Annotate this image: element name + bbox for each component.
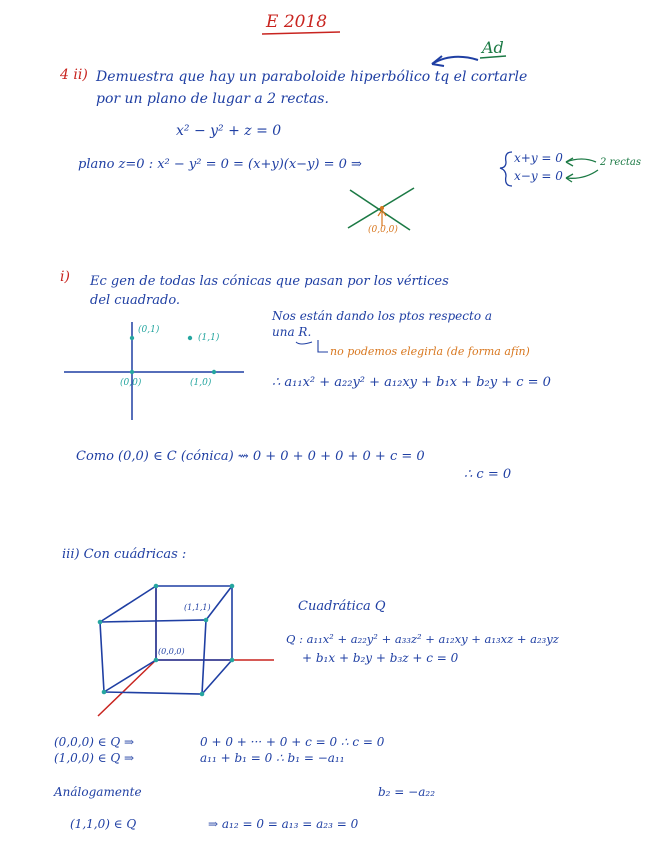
intersection-point-label: (0,0,0) <box>368 225 398 235</box>
cube-label-top: (1,1,1) <box>184 603 211 612</box>
part-i-statement-line1: Ec gen de todas las cónicas que pasan por los vértices <box>90 274 449 289</box>
cube-label-origin: (0,0,0) <box>158 647 185 656</box>
part-i-statement-line2: del cuadrado. <box>90 293 181 308</box>
quadric-equation-line2: + b₁x + b₂y + b₃z + c = 0 <box>302 651 459 665</box>
point-0-0 <box>130 370 134 374</box>
part-i-label: i) <box>60 269 70 285</box>
quadric-equation-line1: Q : a₁₁x² + a₂₂y² + a₃₃z² + a₁₂xy + a₁₃xz + a₂₃yz <box>286 632 559 646</box>
step1-lhs: (0,0,0) ∈ Q ⇒ <box>54 735 135 749</box>
conic-general-equation: ∴ a₁₁x² + a₂₂y² + a₁₂xy + b₁x + b₂y + c = 0 <box>272 375 551 390</box>
cube-sketch <box>98 584 274 716</box>
point-1-0 <box>212 370 216 374</box>
affine-note: no podemos elegirla (de forma afín) <box>330 345 530 358</box>
coordinates-note-line2: una R. <box>272 325 312 339</box>
point-label-1-1: (1,1) <box>198 333 220 343</box>
como-line: Como (0,0) ∈ C (cónica) ⇝ 0 + 0 + 0 + 0 + 0 + c = 0 <box>76 449 425 464</box>
point-0-1 <box>130 336 134 340</box>
point-label-1-0: (1,0) <box>190 378 212 388</box>
point-label-0-0: (0,0) <box>120 378 142 388</box>
step3-mid: ⇒ a₁₂ = 0 = a₁₃ = a₂₃ = 0 <box>208 817 359 831</box>
step2-mid: a₁₁ + b₁ = 0 ∴ b₁ = −a₁₁ <box>200 751 345 765</box>
problem-statement-line2: por un plano de lugar a 2 rectas. <box>96 91 329 107</box>
analogously-label: Análogamente <box>54 785 142 799</box>
analog-result: b₂ = −a₂₂ <box>378 785 436 799</box>
system-equation-2: x−y = 0 <box>514 169 563 183</box>
system-brace <box>500 152 512 186</box>
c-equals-zero: ∴ c = 0 <box>464 467 512 482</box>
quadric-title: Cuadrática Q <box>298 599 386 614</box>
author-underline <box>480 56 506 58</box>
step3-lhs: (1,1,0) ∈ Q <box>70 817 137 831</box>
system-equation-1: x+y = 0 <box>514 151 563 165</box>
problem-number: 4 ii) <box>60 67 88 83</box>
part-iii-label: iii) Con cuádricas : <box>62 547 187 562</box>
orange-arrow-icon <box>318 340 328 352</box>
step1-mid: 0 + 0 + ··· + 0 + c = 0 ∴ c = 0 <box>200 735 385 749</box>
page-title: E 2018 <box>266 12 328 32</box>
coordinates-note-line1: Nos están dando los ptos respecto a <box>272 309 493 323</box>
paraboloid-equation: x² − y² + z = 0 <box>176 123 282 139</box>
step2-lhs: (1,0,0) ∈ Q ⇒ <box>54 751 135 765</box>
title-underline <box>262 32 340 34</box>
two-lines-note: 2 rectas <box>600 157 641 168</box>
square-axes <box>64 322 244 420</box>
crossing-lines-sketch <box>348 188 414 230</box>
point-label-0-1: (0,1) <box>138 325 160 335</box>
point-1-1 <box>188 336 192 340</box>
problem-statement-line1: Demuestra que hay un paraboloide hiperbólico tq el cortarle <box>96 69 528 85</box>
author-mark: Ad <box>482 38 504 57</box>
plane-intersection-line: plano z=0 : x² − y² = 0 = (x+y)(x−y) = 0 ⇒ <box>78 157 362 172</box>
